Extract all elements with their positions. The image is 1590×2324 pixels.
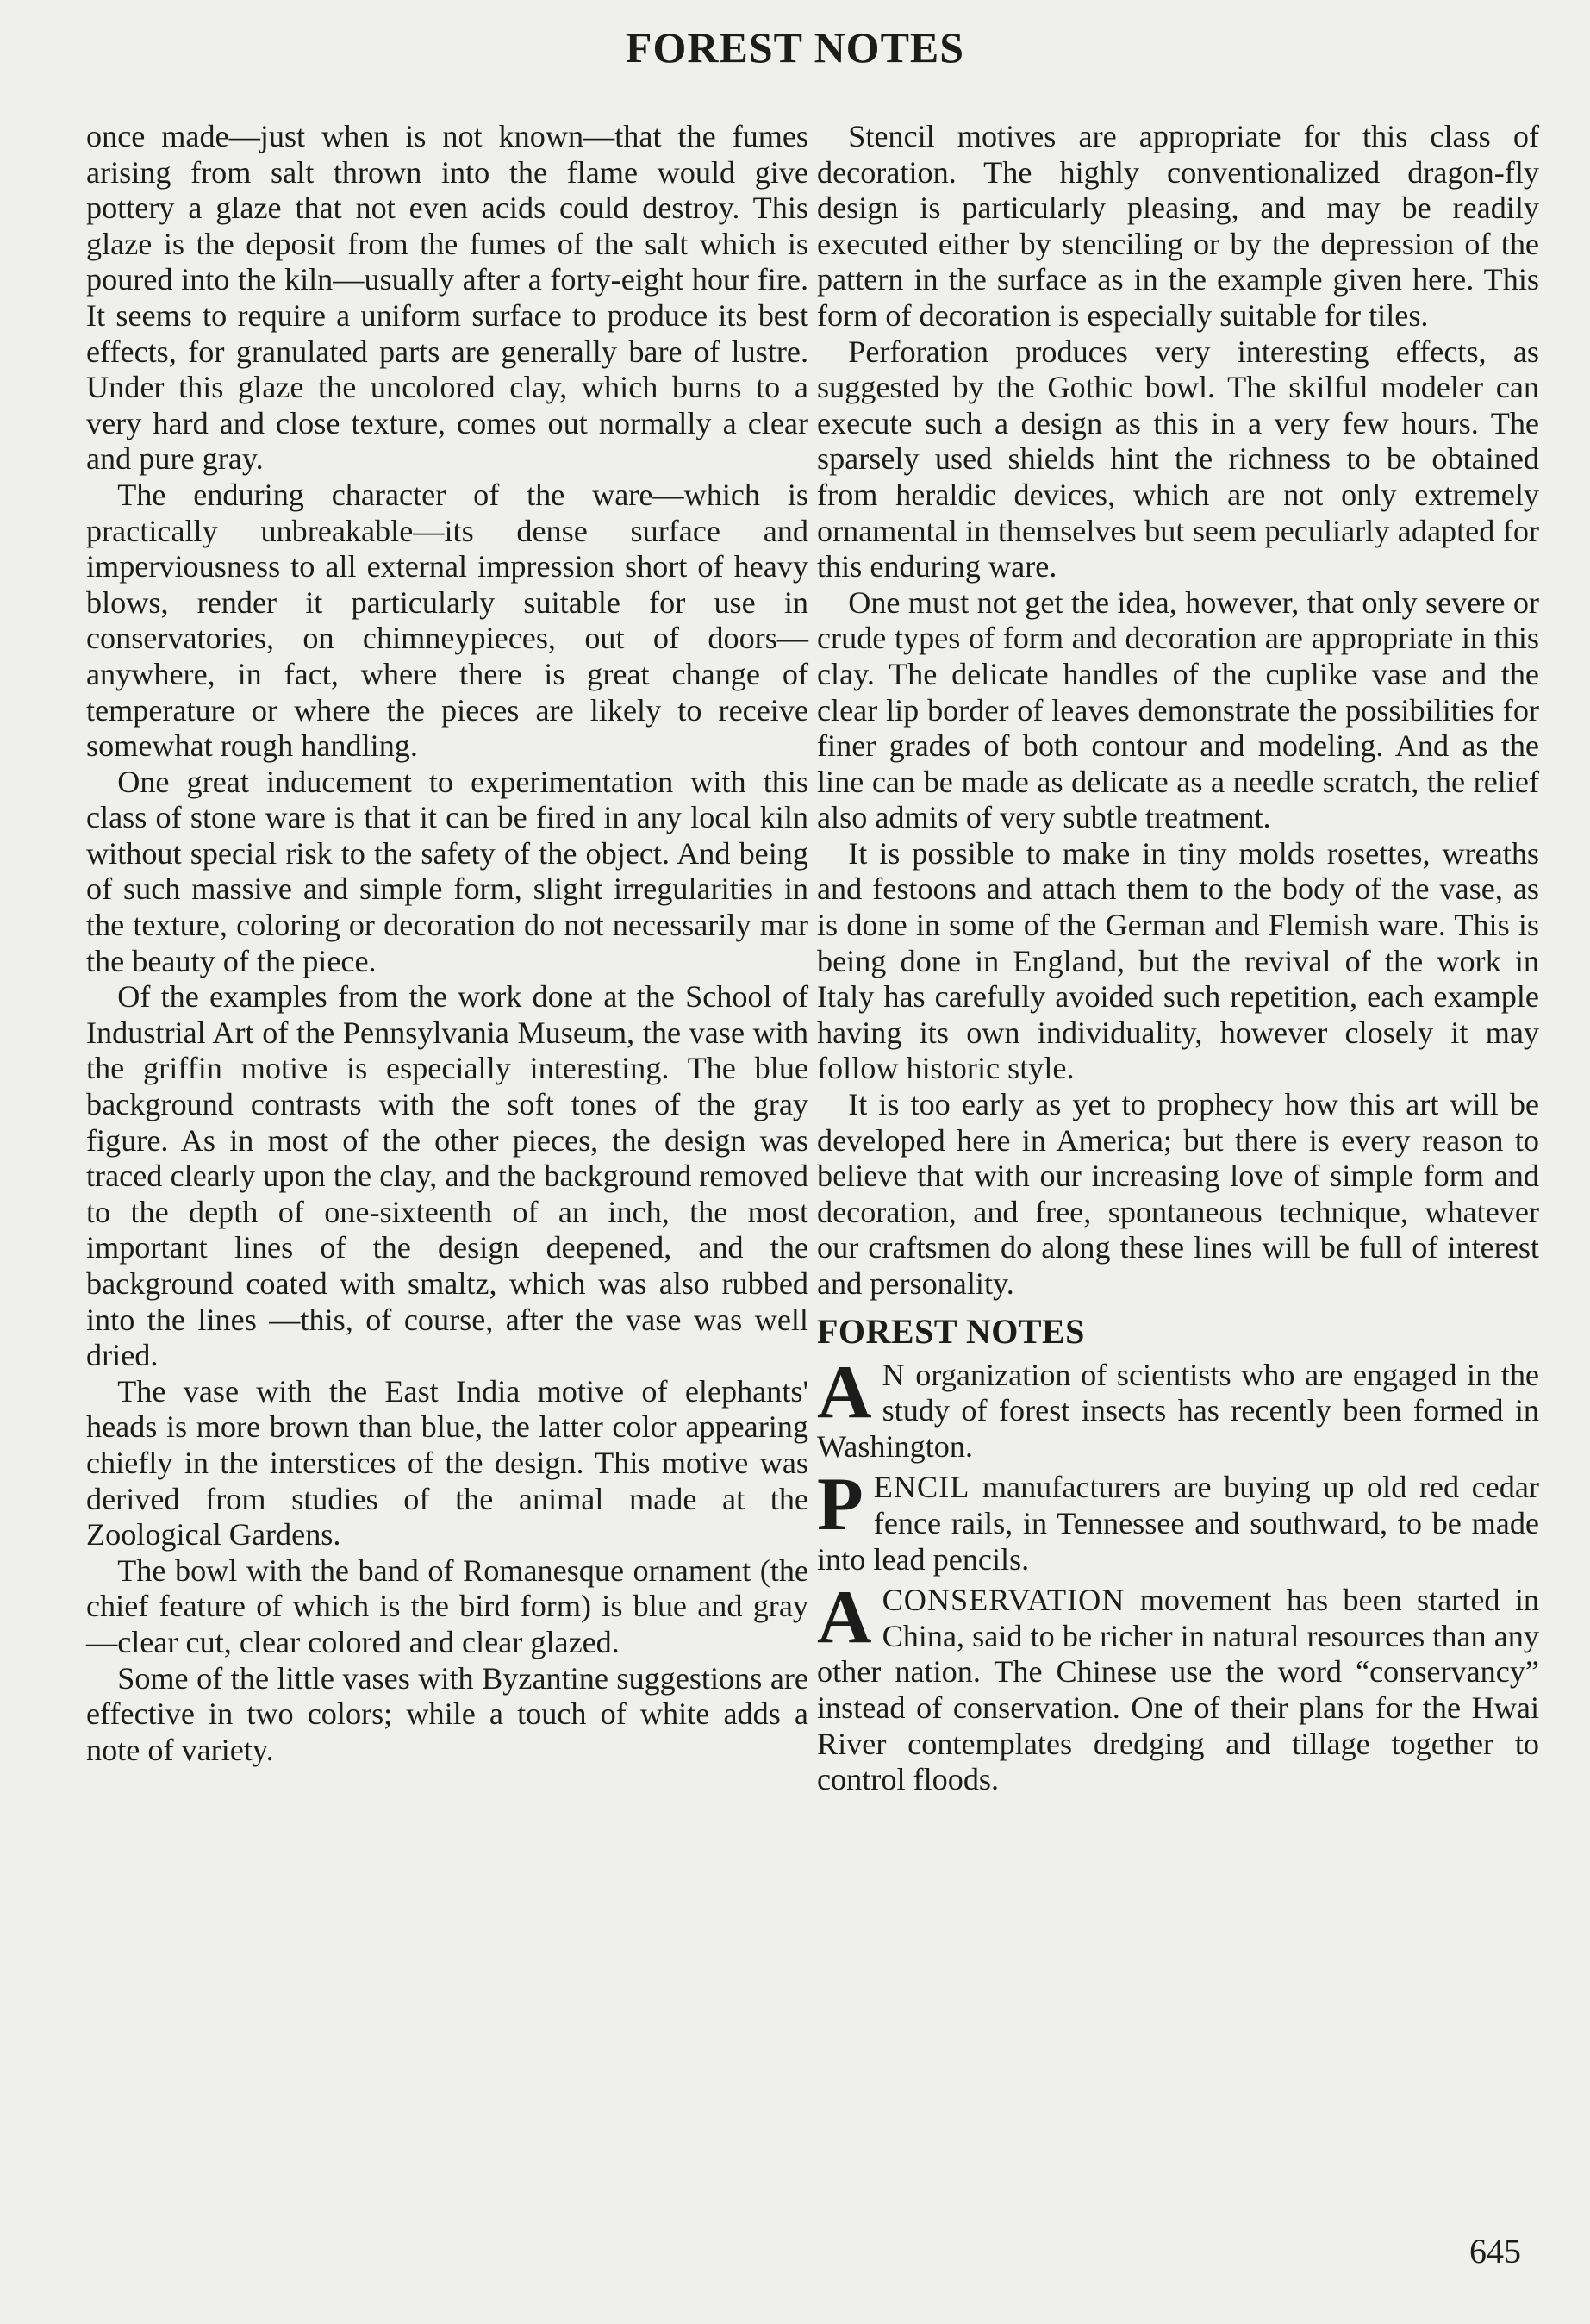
news-item: [817, 1350, 1539, 1465]
paragraph: Perforation produces very interesting effects, as suggested by the Gothic bowl. The skilful modeler can execute such a design as this in a very few hours. The sparsely used shields hint the richness to be obtained from heraldic devices, which are not only extremely ornamental in themselves but seem peculiarly adapted for this enduring ware.: [817, 334, 1539, 584]
drop-cap: P: [817, 1463, 864, 1547]
news-text: organization of scientists who are engaged in the study of forest insects has recently been formed in Washington.: [817, 1357, 1539, 1464]
paragraph: It is possible to make in tiny molds rosettes, wreaths and festoons and attach them to the body of the vase, as is done in some of the German and Flemish ware. This is being done in England, but the revival of the work in Italy has carefully avoided such repetition, each example having its own individuality, however closely it may follow historic style.: [817, 835, 1539, 1086]
lead-word: ENCIL: [873, 1470, 970, 1505]
paragraph: One must not get the idea, however, that only severe or crude types of form and decoration are appropriate in this clay. The delicate handles of the cuplike vase and the clear lip border of leaves demonstrate the possibilities for finer grades of both contour and modeling. And as the line can be made as delicate as a needle scratch, the relief also admits of very subtle treatment.: [817, 584, 1539, 835]
page-number: 645: [1469, 2232, 1521, 2271]
paragraph: The vase with the East India motive of elephants' heads is more brown than blue, the latter color appearing chiefly in the interstices of the design. This motive was derived from studies of the animal made at the Zoological Gardens.: [86, 1373, 808, 1552]
section-heading: FOREST NOTES: [817, 1311, 1085, 1351]
lead-word: N: [882, 1357, 906, 1392]
page-title: FOREST NOTES: [625, 23, 965, 72]
drop-cap: A: [817, 1576, 872, 1660]
paragraph: It is too early as yet to prophecy how this art will be developed here in America; but there is every reason to believe that with our increasing love of simple form and decoration, and free, spontaneous technique, whatever our craftsmen do along these lines will be full of interest and personality.: [817, 1087, 1539, 1301]
news-item: [817, 1463, 1539, 1577]
news-text: manufacturers are buying up old red cedar fence rails, in Tennessee and southward, to be made into lead pencils.: [817, 1470, 1539, 1577]
lead-word: CONSERVATION: [882, 1583, 1125, 1618]
news-text: movement has been started in China, said to be richer in natural resources than any other nation. The Chinese use the word “conservancy” instead of conservation. One of their plans for the Hwai River contemplates dredging and tillage together to control floods.: [817, 1583, 1539, 1797]
paragraph: once made—just when is not known—that the fumes arising from salt thrown into the flame would give pottery a glaze that not even acids could destroy. This glaze is the deposit from the fumes of the salt which is poured into the kiln—usually after a forty-eight hour fire. It seems to require a uniform surface to produce its best effects, for granulated parts are generally bare of lustre. Under this glaze the uncolored clay, which burns to a very hard and close texture, comes out normally a clear and pure gray.: [86, 119, 808, 477]
paragraph: The bowl with the band of Romanesque ornament (the chief feature of which is the bird form) is blue and gray—clear cut, clear colored and clear glazed.: [86, 1552, 808, 1659]
right-column: [817, 119, 1539, 1798]
drop-cap: A: [817, 1350, 872, 1434]
left-column: [86, 119, 808, 1768]
paragraph: Some of the little vases with Byzantine suggestions are effective in two colors; while a touch of white adds a note of variety.: [86, 1660, 808, 1767]
paragraph: Of the examples from the work done at the School of Industrial Art of the Pennsylvania Museum, the vase with the griffin motive is especially interesting. The blue background contrasts with the soft tones of the gray figure. As in most of the other pieces, the design was traced clearly upon the clay, and the background removed to the depth of one-sixteenth of an inch, the most important lines of the design deepened, and the background coated with smaltz, which was also rubbed into the lines —this, of course, after the vase was well dried.: [86, 979, 808, 1373]
news-item: [817, 1576, 1539, 1798]
paragraph: The enduring character of the ware—which is practically unbreakable—its dense surface and imperviousness to all external impression short of heavy blows, render it particularly suitable for use in conservatories, on chimneypieces, out of doors—anywhere, in fact, where there is great change of temperature or where the pieces are likely to receive somewhat rough handling.: [86, 477, 808, 764]
paragraph: Stencil motives are appropriate for this class of decoration. The highly conventionalized dragon-fly design is particularly pleasing, and may be readily executed either by stenciling or by the depression of the pattern in the surface as in the example given here. This form of decoration is especially suitable for tiles.: [817, 119, 1539, 333]
paragraph: One great inducement to experimentation with this class of stone ware is that it can be fired in any local kiln without special risk to the safety of the object. And being of such massive and simple form, slight irregularities in the texture, coloring or decoration do not necessarily mar the beauty of the piece.: [86, 764, 808, 978]
